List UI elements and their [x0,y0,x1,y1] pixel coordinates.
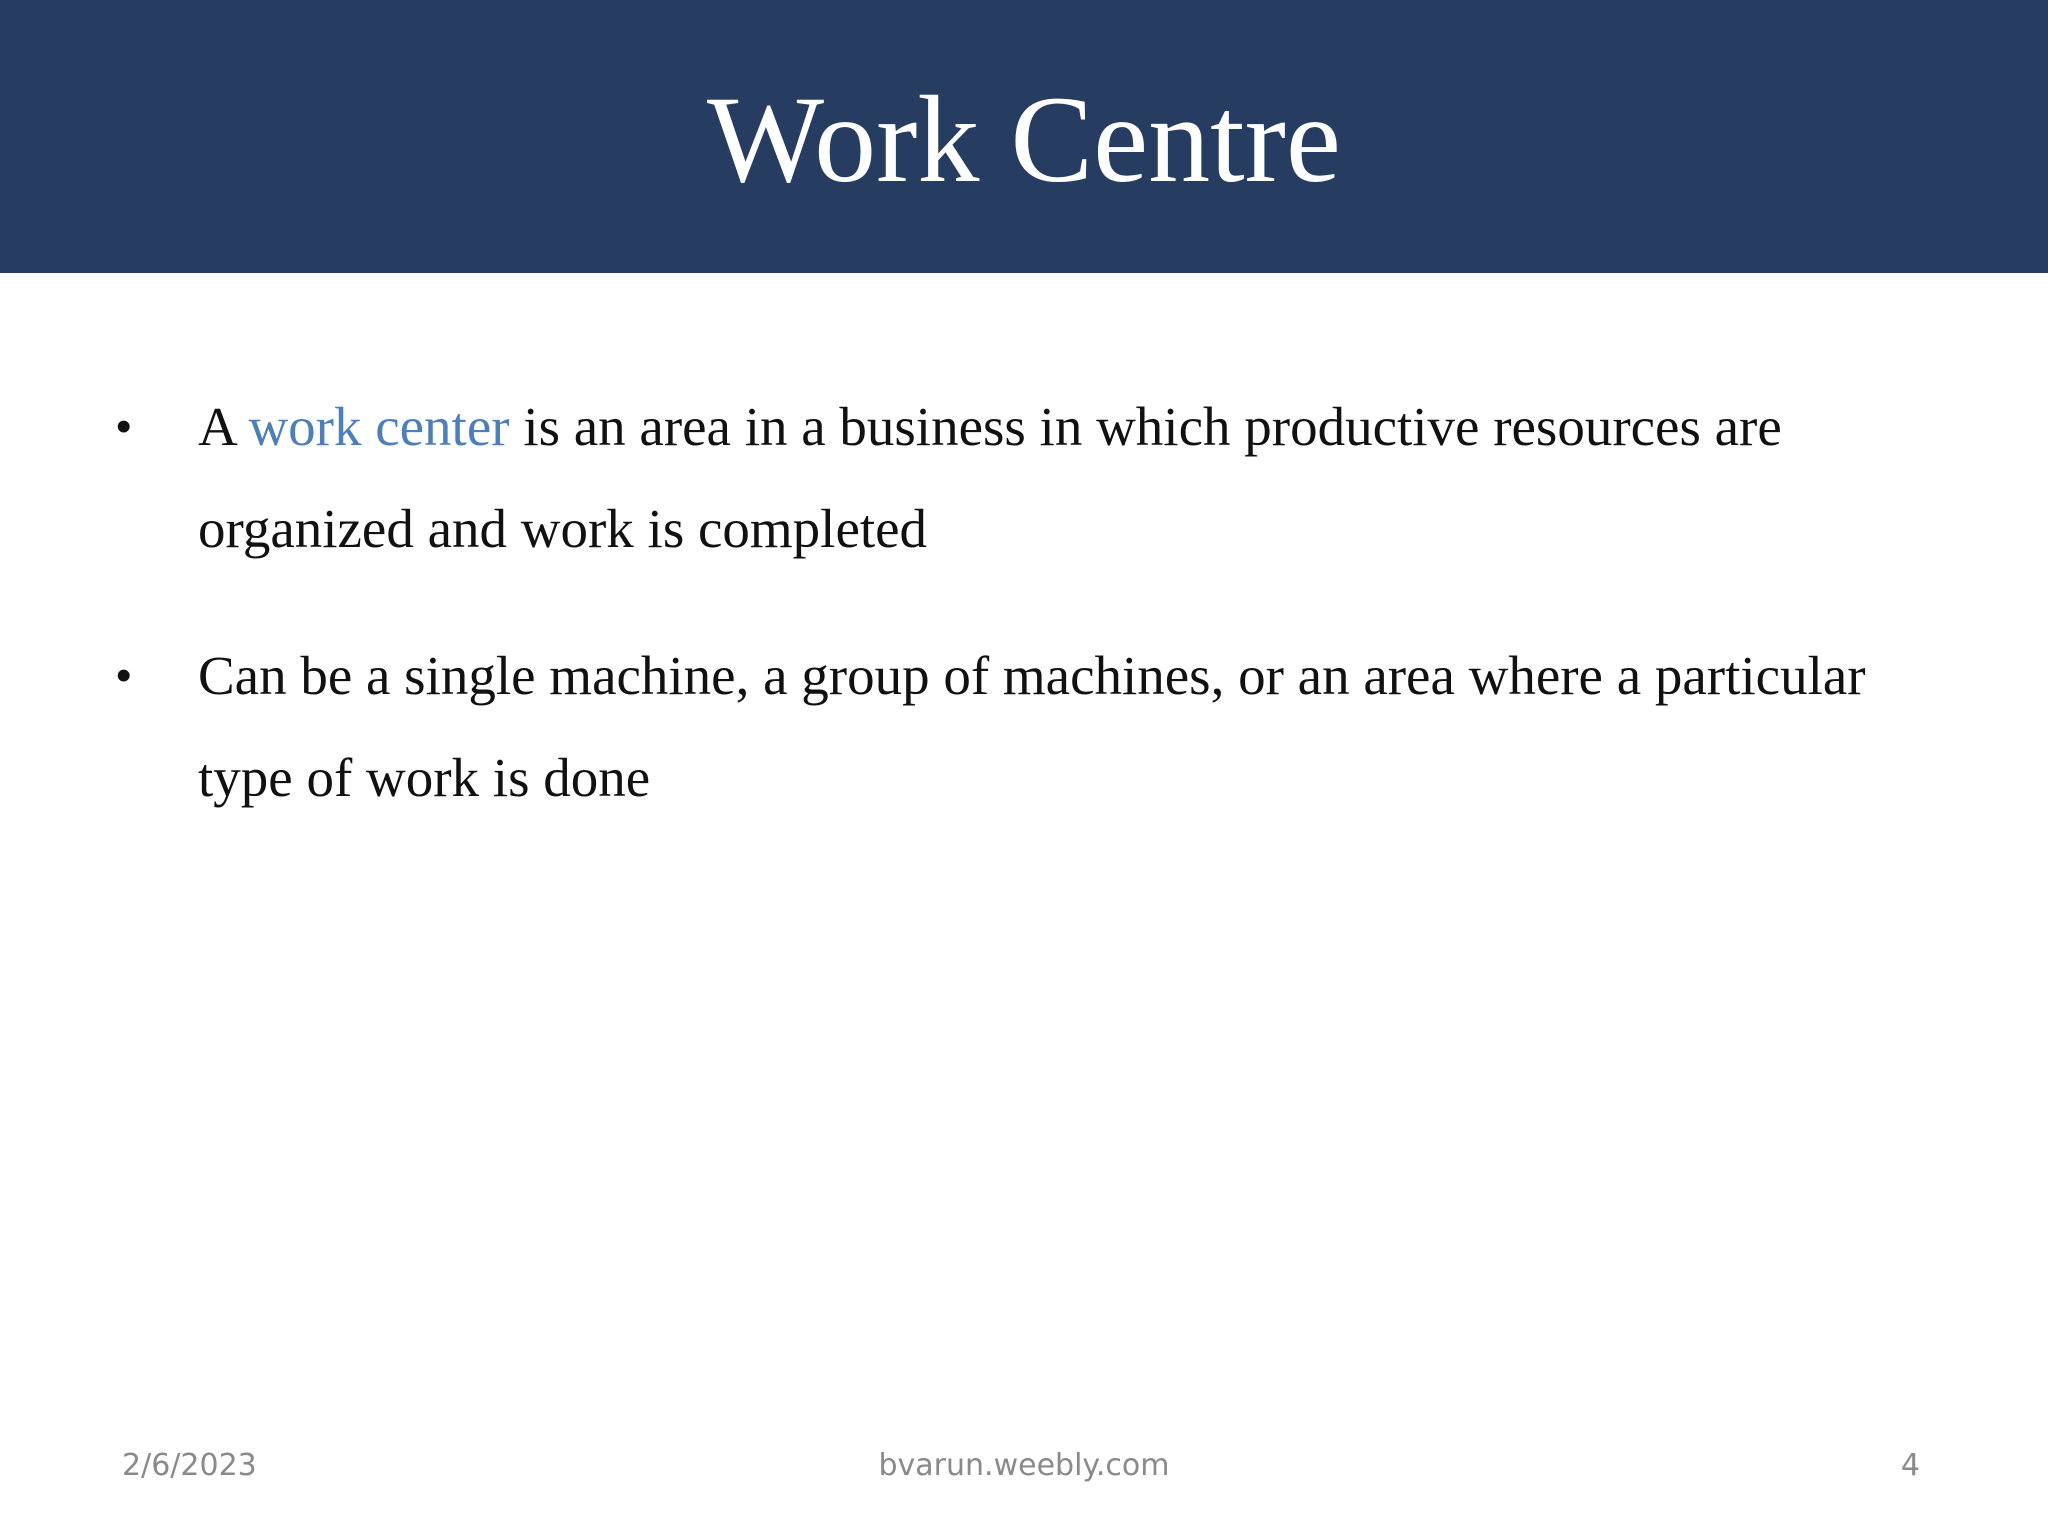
bullet-text-prefix: A [198,396,249,457]
bullet-text-rest: is an area in a business in which productive resources are organized and work is completed [198,396,1782,559]
bullet-dot-icon: • [116,402,132,451]
bullet-item [116,376,1878,580]
highlighted-term: work center [248,396,510,457]
footer-site: bvarun.weebly.com [878,1448,1170,1483]
bullet-item [116,625,1878,829]
footer-date: 2/6/2023 [122,1448,257,1483]
bullet-text: Can be a single machine, a group of machines, or an area where a particular type of work is done [198,645,1866,808]
footer-page-number: 4 [1900,1448,1920,1483]
slide-title: Work Centre [707,71,1341,208]
bullet-dot-icon: • [116,651,132,700]
